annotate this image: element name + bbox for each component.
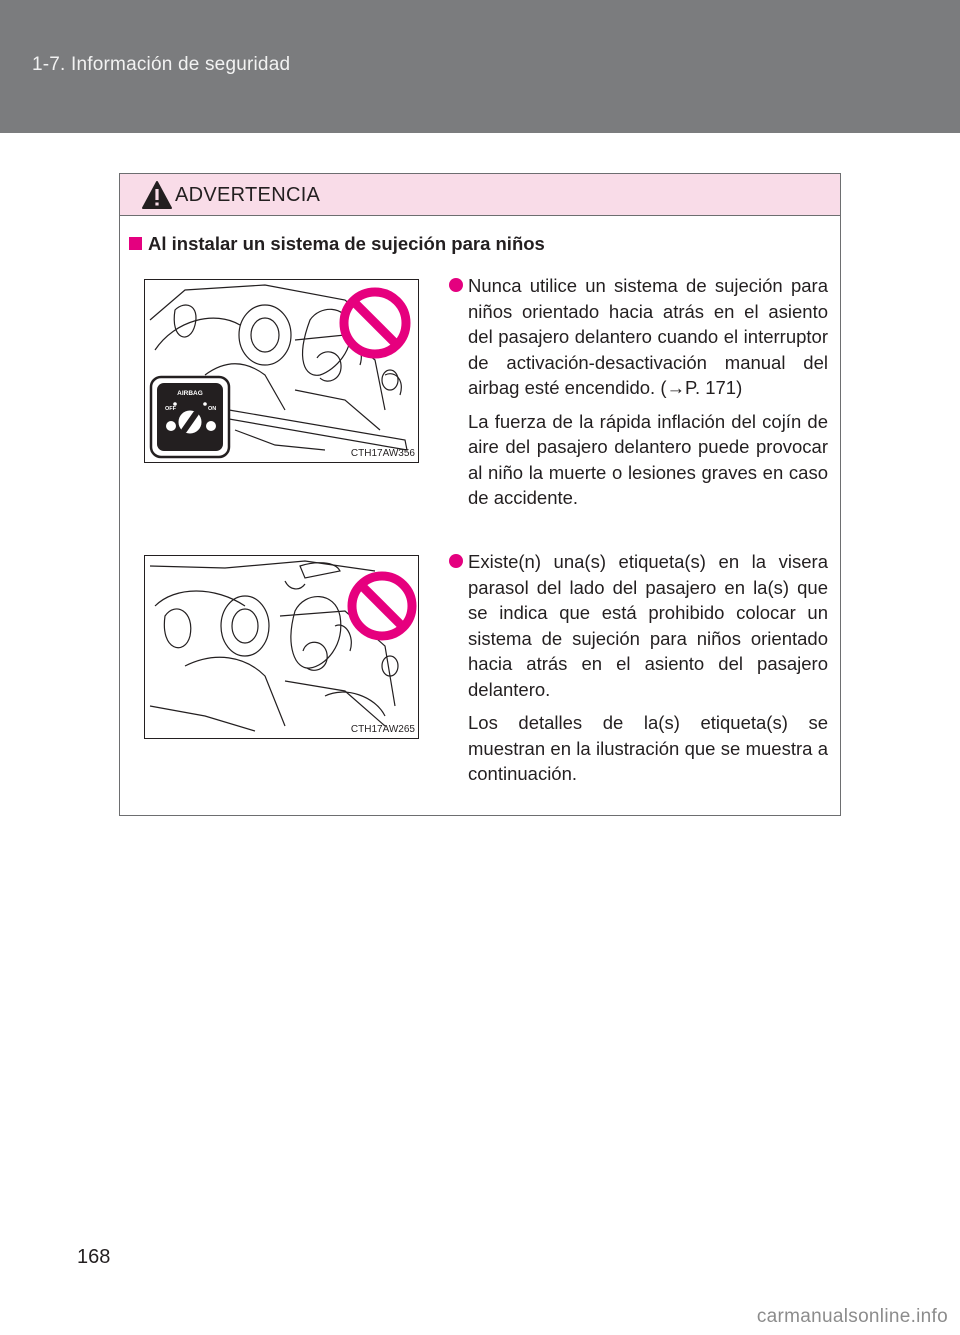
airbag-switch-title: AIRBAG (177, 390, 203, 397)
watermark: carmanualsonline.info (756, 1306, 948, 1327)
section-heading-text: Al instalar un sistema de sujeción para niños (148, 233, 545, 254)
page-number: 168 (77, 1246, 111, 1268)
illustration-airbag-switch (144, 279, 419, 463)
illustration-code: CTH17AW265 (350, 724, 415, 735)
warning-item-detail: Los detalles de la(s) etiqueta(s) se muestran en la ilustración que se muestra a continuación. (468, 712, 828, 784)
illustration-code: CTH17AW356 (350, 448, 415, 459)
prohibition-icon (352, 576, 412, 636)
airbag-on-label: ON (208, 406, 217, 412)
square-bullet-icon (129, 237, 142, 250)
warning-item-2 (468, 549, 828, 787)
warning-item-text: Existe(n) una(s) etiqueta(s) en la visera parasol del lado del pasajero en la(s) que se indica que está prohibido colocar un sistema de sujeción para niños orientado hacia atrás en el asiento del pasajero delantero. (468, 551, 828, 700)
section-title: 1-7. Información de seguridad (32, 54, 291, 75)
illustration-sun-visor (144, 555, 419, 739)
warning-box (119, 173, 841, 816)
car-interior-drawing (145, 556, 417, 737)
warning-item-text: Nunca utilice un sistema de sujeción para niños orientado hacia atrás en el asiento del pasajero delantero cuando el interruptor de activación-desactivación manual del airbag esté encendido. (→P. 171) (468, 275, 828, 398)
warning-header (120, 174, 840, 216)
warning-item-detail: La fuerza de la rápida inflación del cojín de aire del pasajero delantero puede provocar al niño la muerte o lesiones graves en caso de accidente. (468, 410, 828, 508)
page-header (0, 0, 960, 133)
car-interior-drawing (145, 280, 417, 461)
warning-title: ADVERTENCIA (175, 184, 321, 206)
warning-item-1 (468, 273, 828, 511)
prohibition-icon (344, 292, 406, 354)
bullet-dot-icon (449, 278, 463, 292)
warning-triangle-icon (141, 180, 173, 210)
airbag-off-label: OFF (165, 406, 176, 412)
section-heading (129, 233, 545, 255)
bullet-dot-icon (449, 554, 463, 568)
